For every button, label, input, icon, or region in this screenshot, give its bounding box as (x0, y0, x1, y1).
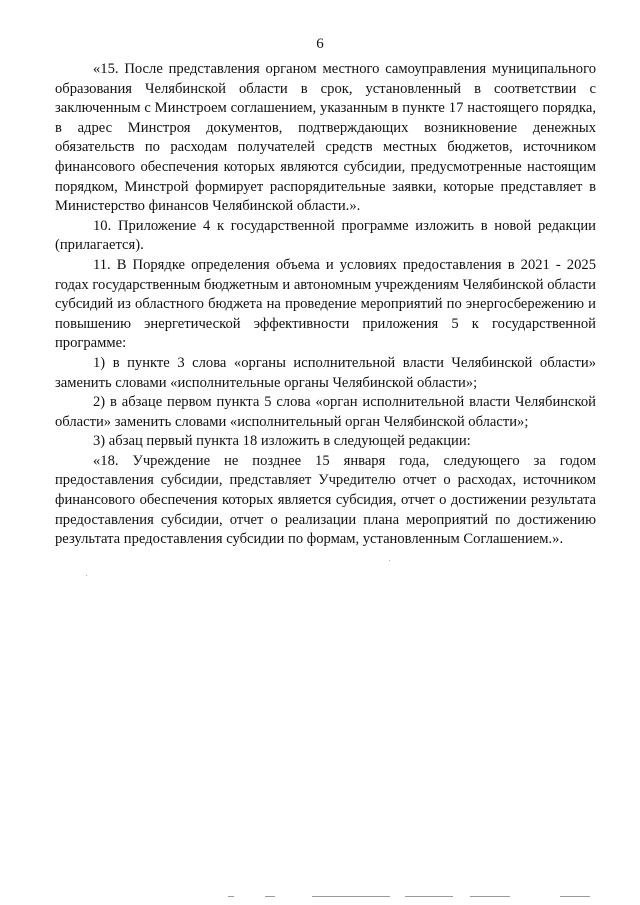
scan-speck (86, 575, 87, 576)
scan-mark (265, 896, 275, 897)
document-body (55, 60, 596, 550)
scan-mark (405, 896, 453, 897)
subparagraph-1-point-3: 1) в пункте 3 слова «органы исполнительной власти Челябинской области» заменить словами «исполнительные органы Челябинской области»; (55, 354, 596, 391)
paragraph-10-appendix-4: 10. Приложение 4 к государственной программе изложить в новой редакции (прилагается). (55, 217, 596, 254)
paragraph-18-text: «18. Учреждение не позднее 15 января года, следующего за годом предоставления субсидии, представляет Учредителю отчет о расходах, источником финансового обеспечения которых является субсидия, отчет о достижении результата предоставления субсидии, отчет о реализации плана мероприятий по достижению результата предоставления субсидии по формам, установленным Соглашением.». (55, 452, 596, 548)
subparagraph-3-point-18: 3) абзац первый пункта 18 изложить в следующей редакции: (93, 433, 471, 450)
scan-speck (389, 560, 390, 561)
scan-mark (560, 896, 590, 897)
scan-artifact-line (0, 896, 640, 899)
paragraph-11-procedure: 11. В Порядке определения объема и условиях предоставления в 2021 - 2025 годах государственным бюджетным и автономным учреждениям Челябинской области субсидий из областного бюджета на проведение мероприятий по энергосбережению и повышению энергетической эффективности приложения 5 к государственной программе: (55, 256, 596, 352)
page-number: 6 (316, 36, 324, 52)
subparagraph-2-point-5: 2) в абзаце первом пункта 5 слова «орган исполнительной власти Челябинской области» заменить словами «исполнительный орган Челябинской области»; (55, 394, 596, 430)
scan-mark (470, 896, 510, 897)
scan-mark (312, 896, 390, 897)
scan-mark (228, 896, 234, 897)
paragraph-15-text: «15. После представления органом местного самоуправления муниципального образования Челябинской области в срок, установленный в соответствии с заключенным с Минстроем соглашением, указанным в пункте 17 настоящего порядка, в адрес Минстроя документов, подтверждающих возникновение денежных обязательств по расходам получателей средств местных бюджетов, источником финансового обеспечения которых являются субсидии, предусмотренные настоящим порядком, Минстрой формирует распорядительные заявки, которые представляет в Министерство финансов Челябинской области.». (55, 61, 596, 215)
